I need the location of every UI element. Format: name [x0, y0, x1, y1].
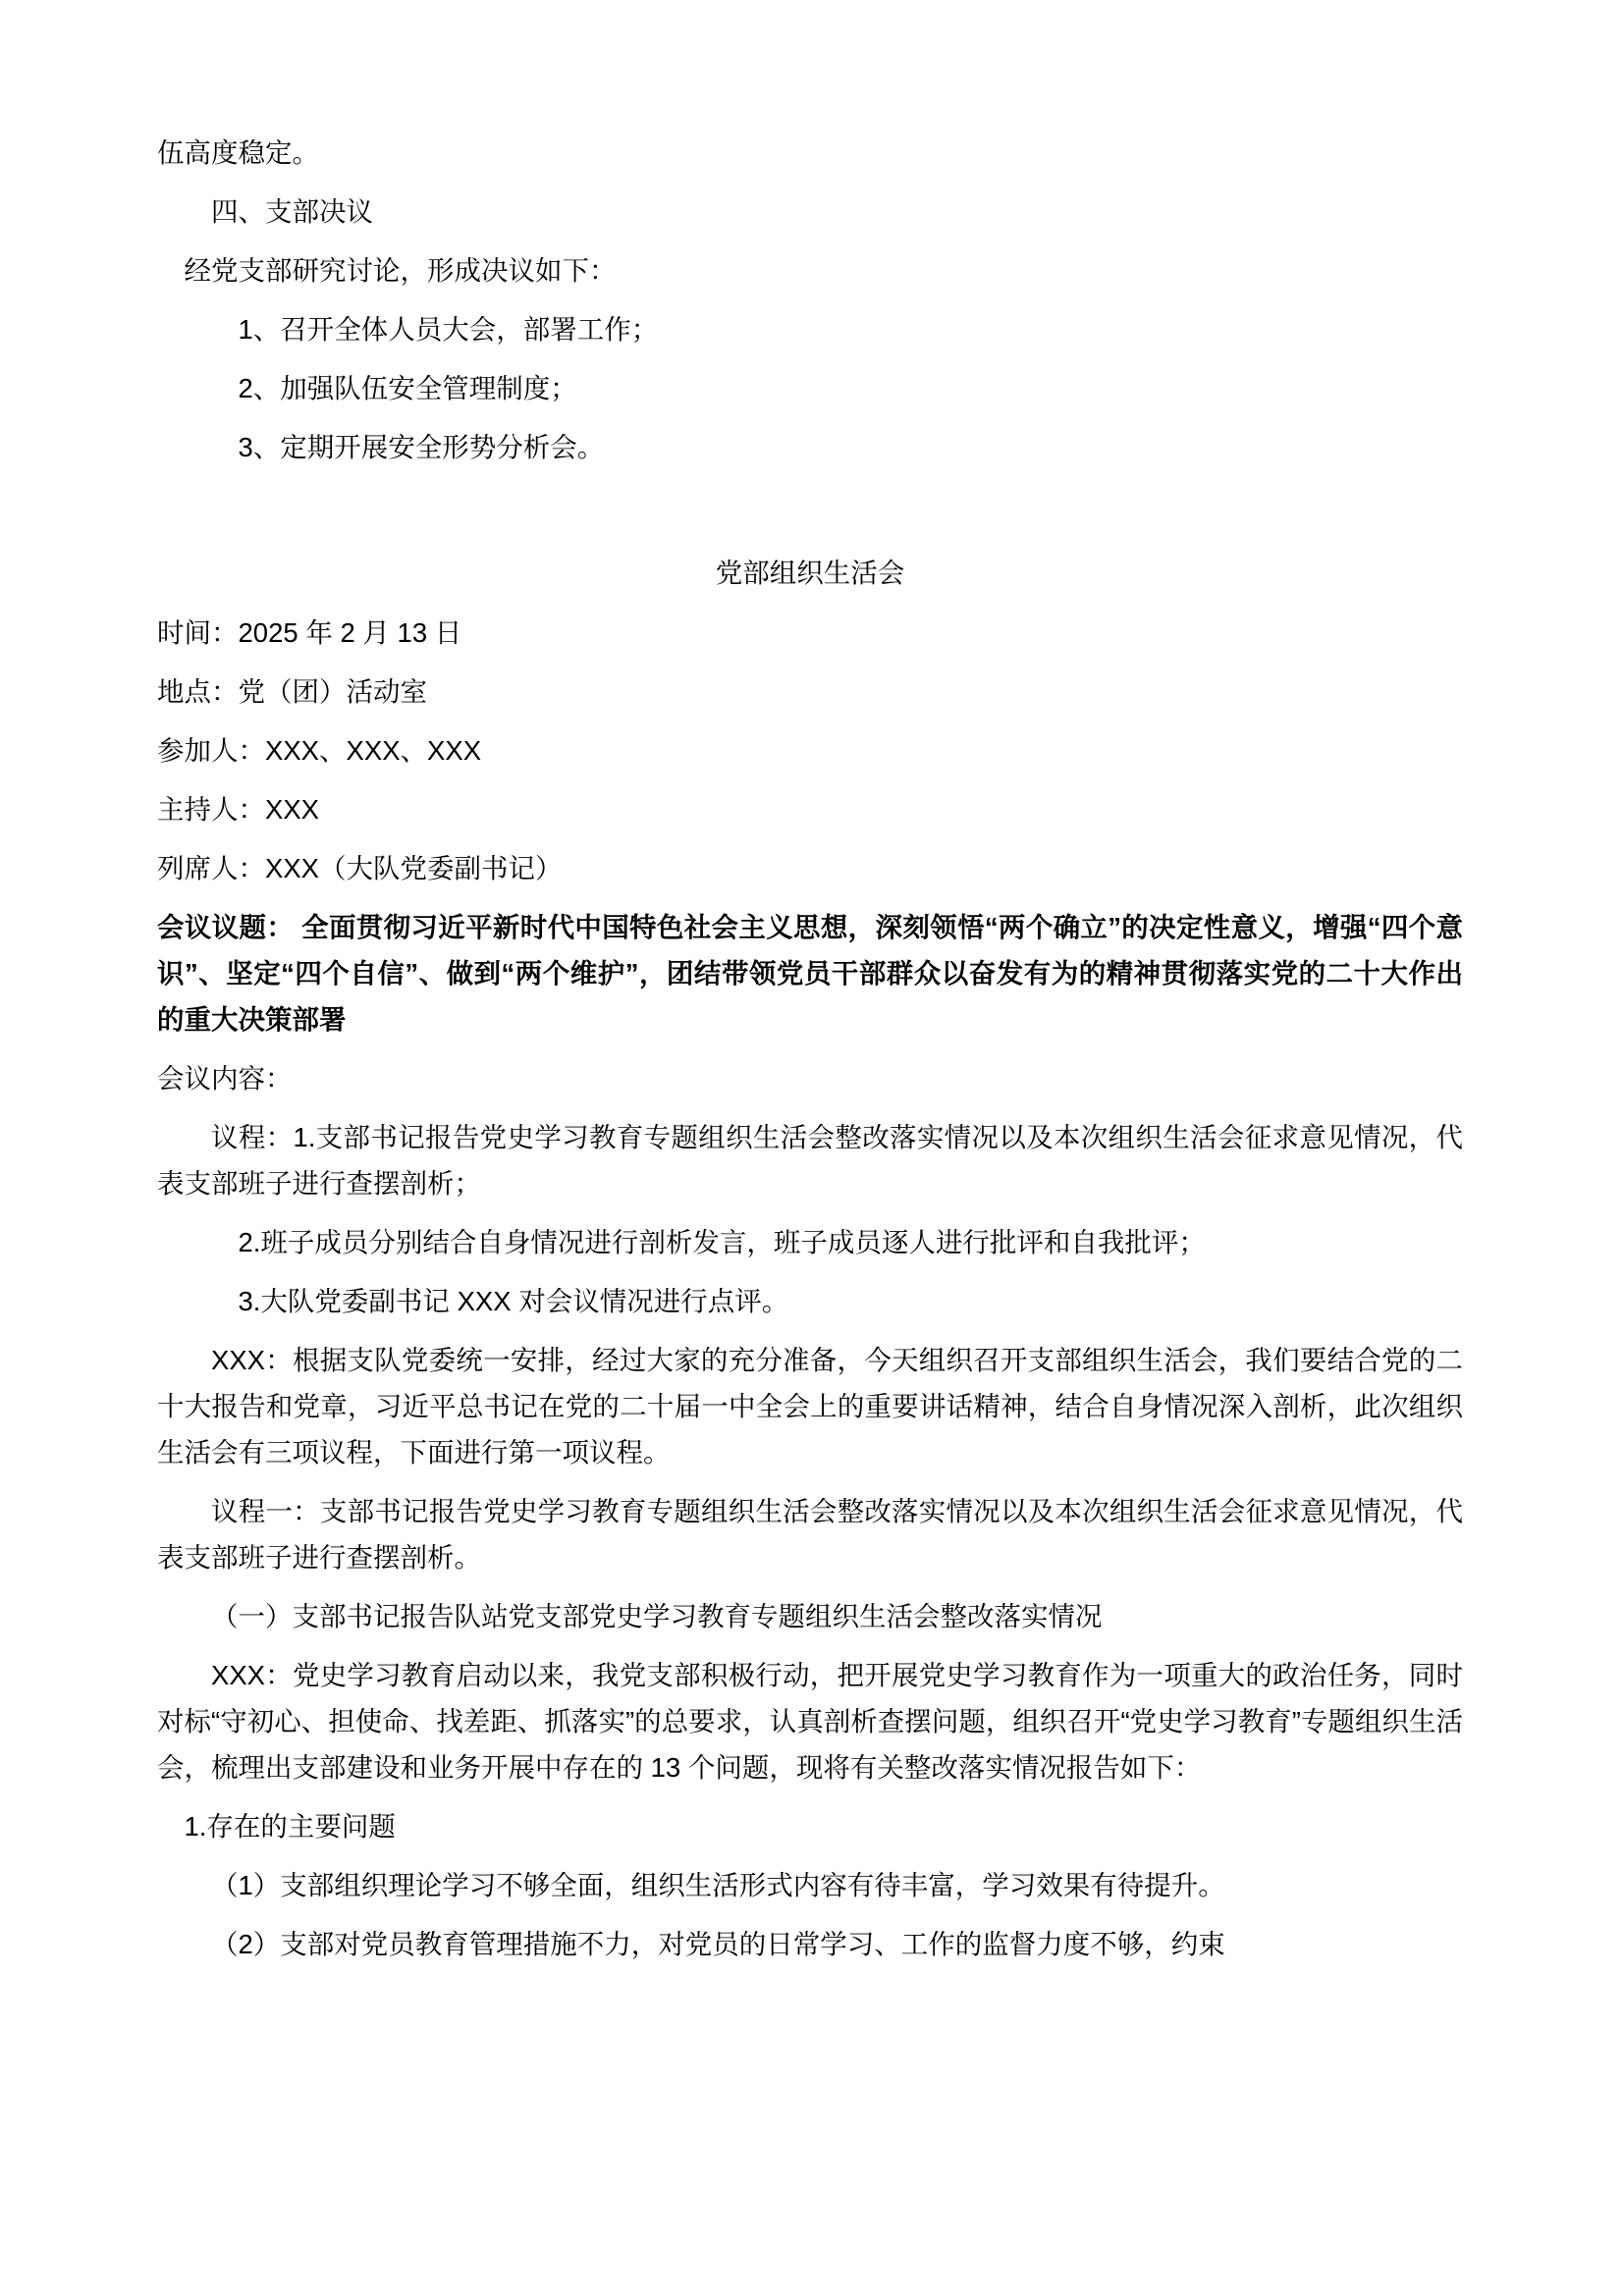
- resolution-item-2: 2、加强队伍安全管理制度；: [238, 373, 577, 403]
- meta-participants: 参加人：XXX、XXX、XXX: [157, 735, 482, 766]
- agenda-item-2: 2.班子成员分别结合自身情况进行剖析发言，班子成员逐人进行批评和自我批评；: [238, 1227, 1206, 1257]
- meeting-content-label: 会议内容：: [157, 1063, 293, 1094]
- agenda-item-3: 3.大队党委副书记 XXX 对会议情况进行点评。: [238, 1286, 789, 1316]
- meta-observer: 列席人：XXX（大队党委副书记）: [157, 853, 563, 883]
- speaker-opening-paragraph: XXX：根据支队党委统一安排，经过大家的充分准备，今天组织召开支部组织生活会，我们要结合党的二十大报告和党章，习近平总书记在党的二十届一中全会上的重要讲话精神，结合自身情况深入剖析，此次组织生活会有三项议程，下面进行第一项议程。: [157, 1345, 1463, 1468]
- section-four-heading: 四、支部决议: [211, 196, 373, 227]
- problems-heading: 1.存在的主要问题: [184, 1811, 396, 1842]
- resolution-item-3: 3、定期开展安全形势分析会。: [238, 432, 605, 462]
- meta-time: 时间：2025 年 2 月 13 日: [157, 617, 462, 648]
- meta-place: 地点：党（团）活动室: [157, 676, 427, 707]
- meeting-title: 党部组织生活会: [715, 558, 905, 588]
- agenda-item-1: 议程：1.支部书记报告党史学习教育专题组织生活会整改落实情况以及本次组织生活会征求意见情况，代表支部班子进行查摆剖析；: [157, 1122, 1463, 1199]
- problem-item-1: （1）支部组织理论学习不够全面，组织生活形式内容有待丰富，学习效果有待提升。: [211, 1870, 1225, 1900]
- continuation-line: 伍高度稳定。: [157, 137, 319, 168]
- agenda-one-heading: 议程一：支部书记报告党史学习教育专题组织生活会整改落实情况以及本次组织生活会征求意见情况，代表支部班子进行查摆剖析。: [157, 1496, 1463, 1573]
- document-body: [157, 130, 1463, 1967]
- subsection-one-heading: （一）支部书记报告队站党支部党史学习教育专题组织生活会整改落实情况: [211, 1601, 1103, 1631]
- problem-item-2: （2）支部对党员教育管理措施不力，对党员的日常学习、工作的监督力度不够，约束: [211, 1929, 1225, 1959]
- resolution-item-1: 1、召开全体人员大会，部署工作；: [238, 314, 659, 345]
- meta-host: 主持人：XXX: [157, 794, 320, 825]
- section-four-intro: 经党支部研究讨论，形成决议如下：: [184, 255, 617, 286]
- meeting-topic: 会议议题： 全面贯彻习近平新时代中国特色社会主义思想，深刻领悟“两个确立”的决定性意义，增强“四个意识”、坚定“四个自信”、做到“两个维护”，团结带领党员干部群众以奋发有为的精神贯彻落实党的二十大作出的重大决策部署: [157, 912, 1463, 1035]
- section-spacer: [157, 483, 1463, 550]
- subsection-one-body: XXX：党史学习教育启动以来，我党支部积极行动，把开展党史学习教育作为一项重大的政治任务，同时对标“守初心、担使命、找差距、抓落实”的总要求，认真剖析查摆问题，组织召开“党史学习教育”专题组织生活会，梳理出支部建设和业务开展中存在的 13 个问题，现将有关整改落实情况报告如下：: [157, 1660, 1463, 1783]
